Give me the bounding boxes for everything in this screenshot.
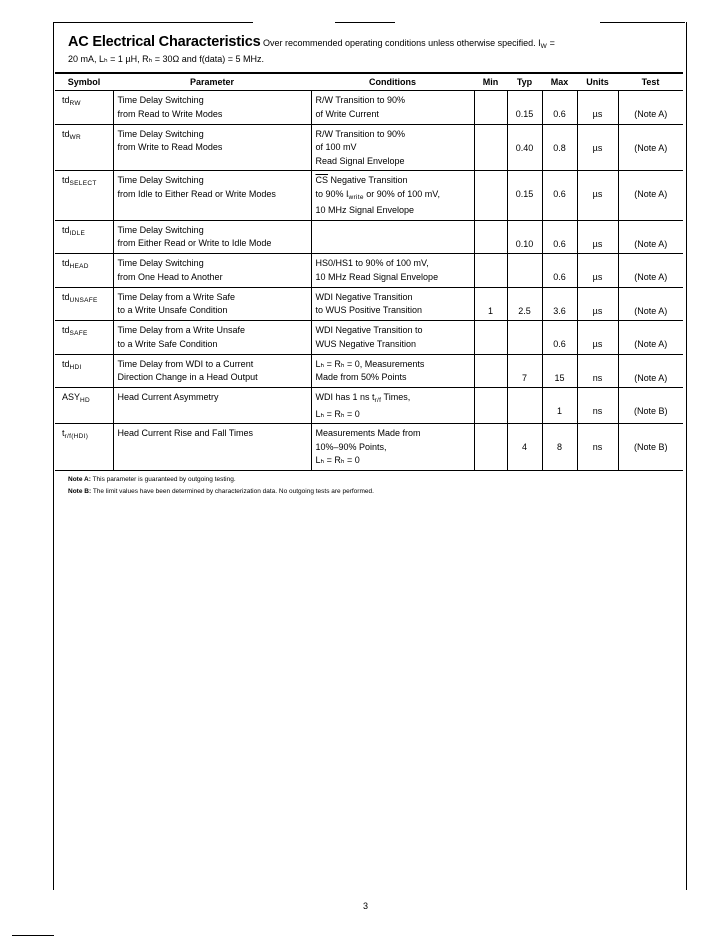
cell-max: 0.6 bbox=[542, 220, 577, 254]
cell-test: (Note B) bbox=[618, 424, 683, 471]
table-row bbox=[55, 220, 683, 254]
cell-units: µs bbox=[577, 321, 618, 355]
cell-parameter: Head Current Asymmetry bbox=[113, 388, 311, 424]
cell-conditions: WDI Negative Transition to WUS Positive Transition bbox=[311, 287, 474, 321]
cell-symbol: $td_{SELECT}$ bbox=[55, 171, 113, 221]
cell-min bbox=[474, 424, 507, 471]
cell-max: 0.6 bbox=[542, 91, 577, 125]
cell-typ: 7 bbox=[507, 354, 542, 388]
cell-units: µs bbox=[577, 254, 618, 288]
cell-symbol: $td_{WR}$ bbox=[55, 124, 113, 171]
cell-symbol: $ASY_{HD}$ bbox=[55, 388, 113, 424]
cell-units: µs bbox=[577, 220, 618, 254]
note-a: Note A: This parameter is guaranteed by outgoing testing. bbox=[68, 476, 236, 483]
cell-conditions bbox=[311, 220, 474, 254]
cell-symbol: $td_{RW}$ bbox=[55, 91, 113, 125]
cell-min bbox=[474, 321, 507, 355]
cell-min bbox=[474, 254, 507, 288]
header-test: Test bbox=[618, 73, 683, 91]
cell-max: 8 bbox=[542, 424, 577, 471]
table-row bbox=[55, 287, 683, 321]
header-conditions: Conditions bbox=[311, 73, 474, 91]
cell-conditions: HS0/HS1 to 90% of 100 mV, 10 MHz Read Signal Envelope bbox=[311, 254, 474, 288]
cell-typ: 0.10 bbox=[507, 220, 542, 254]
cell-symbol: $td_{SAFE}$ bbox=[55, 321, 113, 355]
cell-min bbox=[474, 388, 507, 424]
section-title: AC Electrical Characteristics bbox=[68, 34, 261, 50]
cell-parameter: Time Delay Switching from Idle to Either Read or Write Modes bbox=[113, 171, 311, 221]
cell-typ bbox=[507, 254, 542, 288]
cell-symbol: $td_{IDLE}$ bbox=[55, 220, 113, 254]
corner-rule bbox=[12, 935, 54, 936]
top-rule bbox=[600, 22, 685, 23]
cell-conditions: R/W Transition to 90% of 100 mV Read Signal Envelope bbox=[311, 124, 474, 171]
cell-units: µs bbox=[577, 91, 618, 125]
cell-parameter: Time Delay from a Write Safe to a Write Unsafe Condition bbox=[113, 287, 311, 321]
top-rule bbox=[53, 22, 253, 23]
cell-min bbox=[474, 171, 507, 221]
cell-min bbox=[474, 220, 507, 254]
cell-test: (Note A) bbox=[618, 287, 683, 321]
title-conditions-line2: 20 mA, Lₕ = 1 µH, Rₕ = 30Ω and f(data) = 5 MHz. bbox=[68, 54, 265, 64]
table-notes bbox=[68, 474, 374, 498]
cell-conditions: $\overline{CS}$ Negative Transition to 90% $I_{write}$ or 90% of 100 mV, 10 MHz Signal Envelope bbox=[311, 171, 474, 221]
cell-max: 0.8 bbox=[542, 124, 577, 171]
table-row bbox=[55, 424, 683, 471]
page-number: 3 bbox=[363, 901, 369, 911]
cell-conditions: Measurements Made from 10%–90% Points, Lₕ = Rₕ = 0 bbox=[311, 424, 474, 471]
cell-typ: 0.15 bbox=[507, 171, 542, 221]
cell-max: 15 bbox=[542, 354, 577, 388]
title-conditions: Over recommended operating conditions unless otherwise specified. $I_W$ = bbox=[262, 38, 555, 50]
cell-min bbox=[474, 124, 507, 171]
cell-min bbox=[474, 354, 507, 388]
cell-typ: 0.40 bbox=[507, 124, 542, 171]
table-row bbox=[55, 91, 683, 125]
table-row bbox=[55, 124, 683, 171]
cell-units: ns bbox=[577, 424, 618, 471]
cell-max: 0.6 bbox=[542, 171, 577, 221]
table-row bbox=[55, 388, 683, 424]
cell-max: 0.6 bbox=[542, 321, 577, 355]
cell-units: ns bbox=[577, 388, 618, 424]
cell-conditions: R/W Transition to 90% of Write Current bbox=[311, 91, 474, 125]
note-b: Note B: The limit values have been determined by characterization data. No outgoing tests are performed. bbox=[68, 488, 374, 495]
table-row bbox=[55, 171, 683, 221]
cell-typ bbox=[507, 321, 542, 355]
top-rule bbox=[335, 22, 395, 23]
cell-test: (Note A) bbox=[618, 354, 683, 388]
cell-typ bbox=[507, 388, 542, 424]
cell-test: (Note A) bbox=[618, 321, 683, 355]
cell-max: 3.6 bbox=[542, 287, 577, 321]
header-units: Units bbox=[577, 73, 618, 91]
cell-max: 0.6 bbox=[542, 254, 577, 288]
cell-test: (Note B) bbox=[618, 388, 683, 424]
header-typ: Typ bbox=[507, 73, 542, 91]
cell-test: (Note A) bbox=[618, 124, 683, 171]
cell-symbol: $t_{r/f(HDI)}$ bbox=[55, 424, 113, 471]
cell-test: (Note A) bbox=[618, 171, 683, 221]
cell-parameter: Time Delay from a Write Unsafe to a Write Safe Condition bbox=[113, 321, 311, 355]
cell-typ: 4 bbox=[507, 424, 542, 471]
cell-symbol: $td_{HDI}$ bbox=[55, 354, 113, 388]
header-symbol: Symbol bbox=[55, 73, 113, 91]
ac-characteristics-table bbox=[55, 72, 683, 471]
cell-conditions: WDI Negative Transition to WUS Negative Transition bbox=[311, 321, 474, 355]
header-parameter: Parameter bbox=[113, 73, 311, 91]
cell-parameter: Time Delay Switching from Write to Read Modes bbox=[113, 124, 311, 171]
cell-units: µs bbox=[577, 287, 618, 321]
cell-test: (Note A) bbox=[618, 220, 683, 254]
cell-test: (Note A) bbox=[618, 254, 683, 288]
cell-max: 1 bbox=[542, 388, 577, 424]
cell-parameter: Time Delay Switching from Read to Write Modes bbox=[113, 91, 311, 125]
cell-parameter: Time Delay Switching from One Head to Another bbox=[113, 254, 311, 288]
cell-symbol: $td_{HEAD}$ bbox=[55, 254, 113, 288]
cell-parameter: Head Current Rise and Fall Times bbox=[113, 424, 311, 471]
cell-symbol: $td_{UNSAFE}$ bbox=[55, 287, 113, 321]
cell-min: 1 bbox=[474, 287, 507, 321]
cell-units: ns bbox=[577, 354, 618, 388]
cell-test: (Note A) bbox=[618, 91, 683, 125]
cell-parameter: Time Delay Switching from Either Read or Write to Idle Mode bbox=[113, 220, 311, 254]
table-row bbox=[55, 354, 683, 388]
header-max: Max bbox=[542, 73, 577, 91]
table-row bbox=[55, 254, 683, 288]
cell-typ: 2.5 bbox=[507, 287, 542, 321]
header-min: Min bbox=[474, 73, 507, 91]
cell-conditions: WDI has 1 ns $t_{r/f}$ Times, Lₕ = Rₕ = 0 bbox=[311, 388, 474, 424]
cell-min bbox=[474, 91, 507, 125]
cell-units: µs bbox=[577, 124, 618, 171]
table-header-row bbox=[55, 73, 683, 91]
cell-conditions: Lₕ = Rₕ = 0, Measurements Made from 50% Points bbox=[311, 354, 474, 388]
cell-parameter: Time Delay from WDI to a Current Direction Change in a Head Output bbox=[113, 354, 311, 388]
cell-typ: 0.15 bbox=[507, 91, 542, 125]
table-row bbox=[55, 321, 683, 355]
cell-units: µs bbox=[577, 171, 618, 221]
section-heading bbox=[68, 36, 668, 66]
